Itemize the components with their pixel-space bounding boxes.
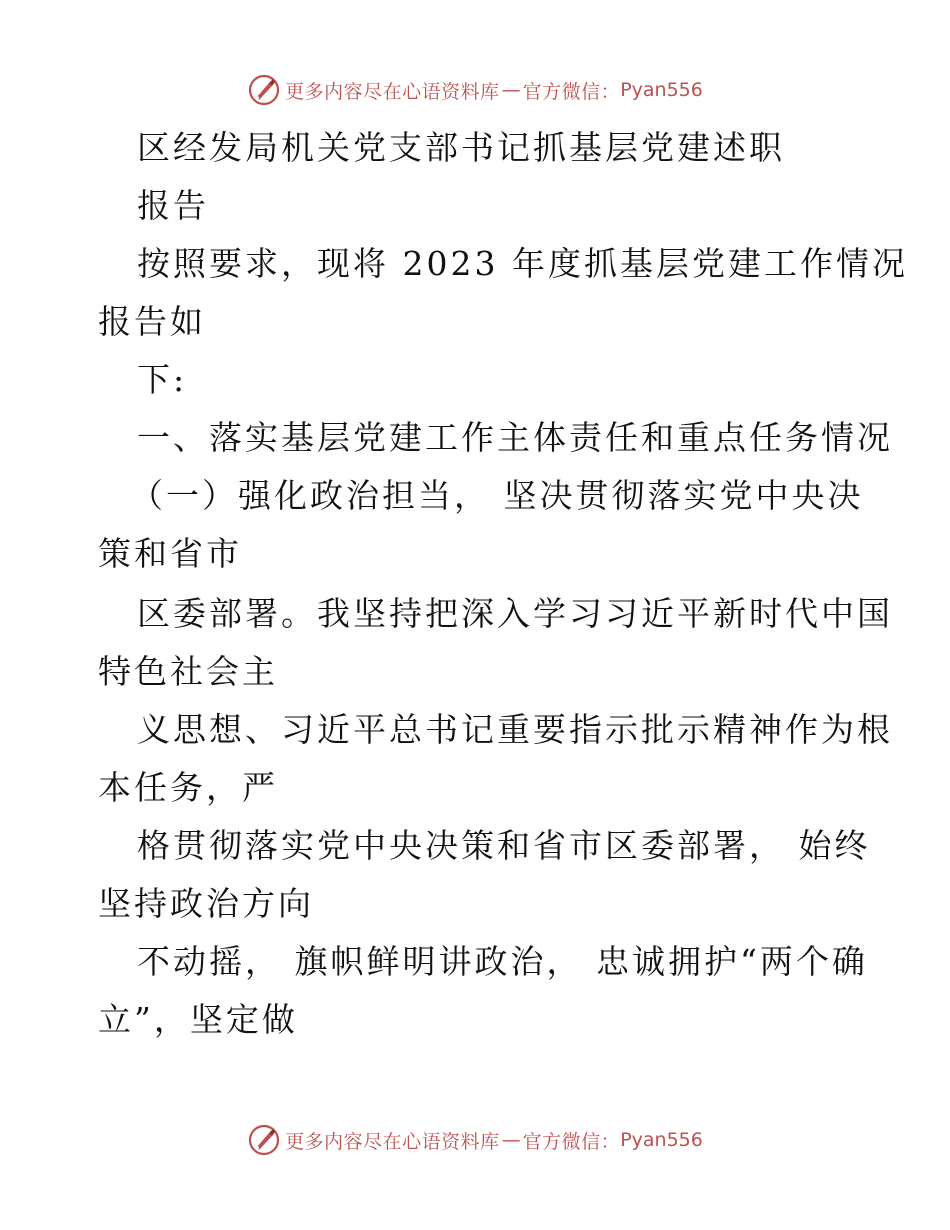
watermark-separator: — — [501, 79, 521, 101]
paragraph-line: 义思想、习近平总书记重要指示批示精神作为根 — [137, 710, 893, 749]
watermark-separator: — — [501, 1129, 521, 1151]
document-title-line-2: 报告 — [137, 186, 209, 225]
paragraph-line: 本任务，严 — [98, 768, 278, 807]
watermark-contact-account: Pyan556 — [620, 79, 703, 101]
paragraph-line: 立”，坚定做 — [98, 1000, 298, 1039]
paragraph-line: 不动摇， 旗帜鲜明讲政治， 忠诚拥护“两个确 — [137, 942, 868, 981]
paragraph-line: 下: — [137, 360, 188, 399]
watermark-contact-label: 官方微信： — [522, 1130, 621, 1153]
footer-watermark — [0, 1120, 950, 1160]
watermark-contact-label: 官方微信： — [522, 80, 621, 103]
paragraph-line: 特色社会主 — [98, 652, 278, 691]
paragraph-line: 按照要求，现将 2023 年度抓基层党建工作情况 — [137, 244, 908, 283]
paragraph-line: 策和省市 — [98, 534, 242, 573]
pen-logo-icon — [247, 1123, 281, 1157]
subsection-heading: （一）强化政治担当， 坚决贯彻落实党中央决 — [130, 476, 864, 515]
paragraph-line: 格贯彻落实党中央决策和省市区委部署， 始终 — [137, 826, 871, 865]
watermark-text: 更多内容尽在心语资料库 — [285, 80, 500, 103]
section-heading: 一、落实基层党建工作主体责任和重点任务情况 — [137, 418, 893, 457]
paragraph-line: 坚持政治方向 — [98, 884, 314, 923]
document-title-line-1: 区经发局机关党支部书记抓基层党建述职 — [137, 128, 785, 167]
paragraph-line: 区委部署。我坚持把深入学习习近平新时代中国 — [137, 594, 893, 633]
watermark-text: 更多内容尽在心语资料库 — [285, 1130, 500, 1153]
paragraph-line: 报告如 — [98, 302, 206, 341]
watermark-contact-account: Pyan556 — [620, 1129, 703, 1151]
